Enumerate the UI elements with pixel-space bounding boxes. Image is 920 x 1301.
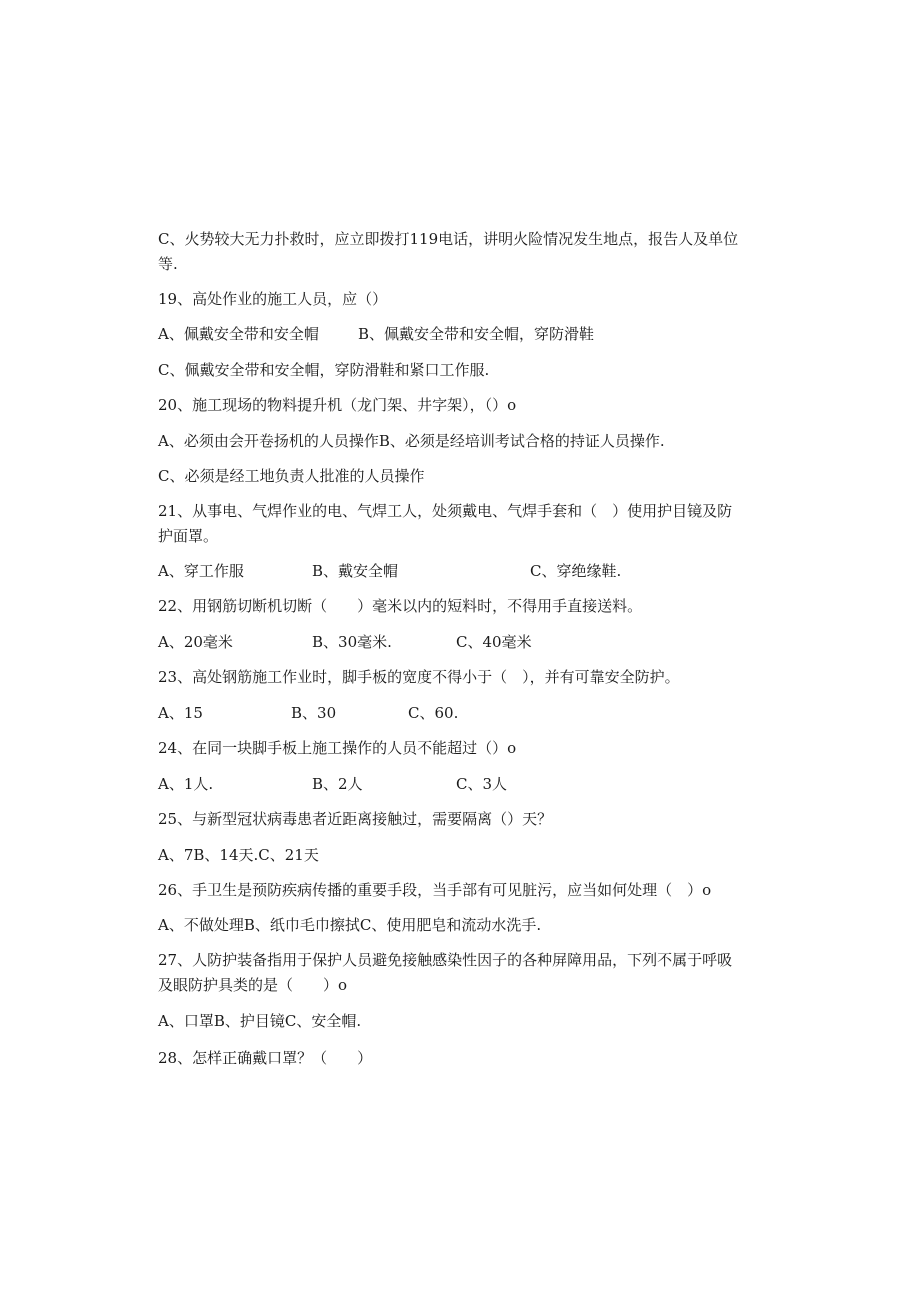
question-22: 22、用钢筋切断机切断（ ）毫米以内的短料时，不得用手直接送料。 <box>158 597 643 615</box>
option-b: B、佩戴安全带和安全帽，穿防滑鞋 <box>358 325 595 343</box>
question-26: 26、手卫生是预防疾病传播的重要手段，当手部有可见脏污，应当如何处理（ ）o <box>158 881 712 899</box>
option-c: C、穿绝缘鞋. <box>530 562 622 580</box>
option-a: A、20毫米 <box>158 633 233 651</box>
option-c: C、必须是经工地负责人批准的人员操作 <box>158 467 425 485</box>
text-line: 护面罩。 <box>158 527 219 545</box>
option-b: B、30 <box>291 704 337 722</box>
option-a: A、穿工作服 <box>158 562 244 580</box>
question-28: 28、怎样正确戴口罩？（ ） <box>158 1049 373 1067</box>
option-c: C、60. <box>408 704 459 722</box>
question-25: 25、与新型冠状病毒患者近距离接触过，需要隔离（）天？ <box>158 810 553 828</box>
options: A、口罩B、护目镜C、安全帽. <box>158 1012 362 1030</box>
option-c: C、3人 <box>456 775 508 793</box>
text-line: 等. <box>158 255 178 273</box>
options: A、7B、14天.C、21天 <box>158 846 319 864</box>
option-c: C、40毫米 <box>456 633 532 651</box>
question-19: 19、高处作业的施工人员，应（） <box>158 290 388 308</box>
option-a: A、1人. <box>158 775 214 793</box>
question-20: 20、施工现场的物料提升机（龙门架、井字架），（）o <box>158 396 517 414</box>
option-a: A、15 <box>158 704 203 722</box>
question-21: 21、从事电、气焊作业的电、气焊工人，处须戴电、气焊手套和（ ）使用护目镜及防 <box>158 502 733 520</box>
option-b: B、30毫米. <box>312 633 392 651</box>
text-line: C、火势较大无力扑救时，应立即拨打119电话，讲明火险情况发生地点，报告人及单位 <box>158 230 739 248</box>
question-23: 23、高处钢筋施工作业时，脚手板的宽度不得小于（ ），并有可靠安全防护。 <box>158 668 680 686</box>
option-c: C、佩戴安全带和安全帽，穿防滑鞋和紧口工作服. <box>158 361 490 379</box>
option-a: A、佩戴安全带和安全帽 <box>158 325 319 343</box>
options: A、不做处理B、纸巾毛巾擦拭C、使用肥皂和流动水洗手. <box>158 916 542 934</box>
question-27: 27、人防护装备指用于保护人员避免接触感染性因子的各种屏障用品，下列不属于呼吸 <box>158 951 733 969</box>
question-24: 24、在同一块脚手板上施工操作的人员不能超过（）o <box>158 739 517 757</box>
option-b: B、2人 <box>312 775 363 793</box>
option-a-b: A、必须由会开卷扬机的人员操作B、必须是经培训考试合格的持证人员操作. <box>158 432 665 450</box>
option-b: B、戴安全帽 <box>312 562 399 580</box>
text-line: 及眼防护具类的是（ ）o <box>158 976 348 994</box>
